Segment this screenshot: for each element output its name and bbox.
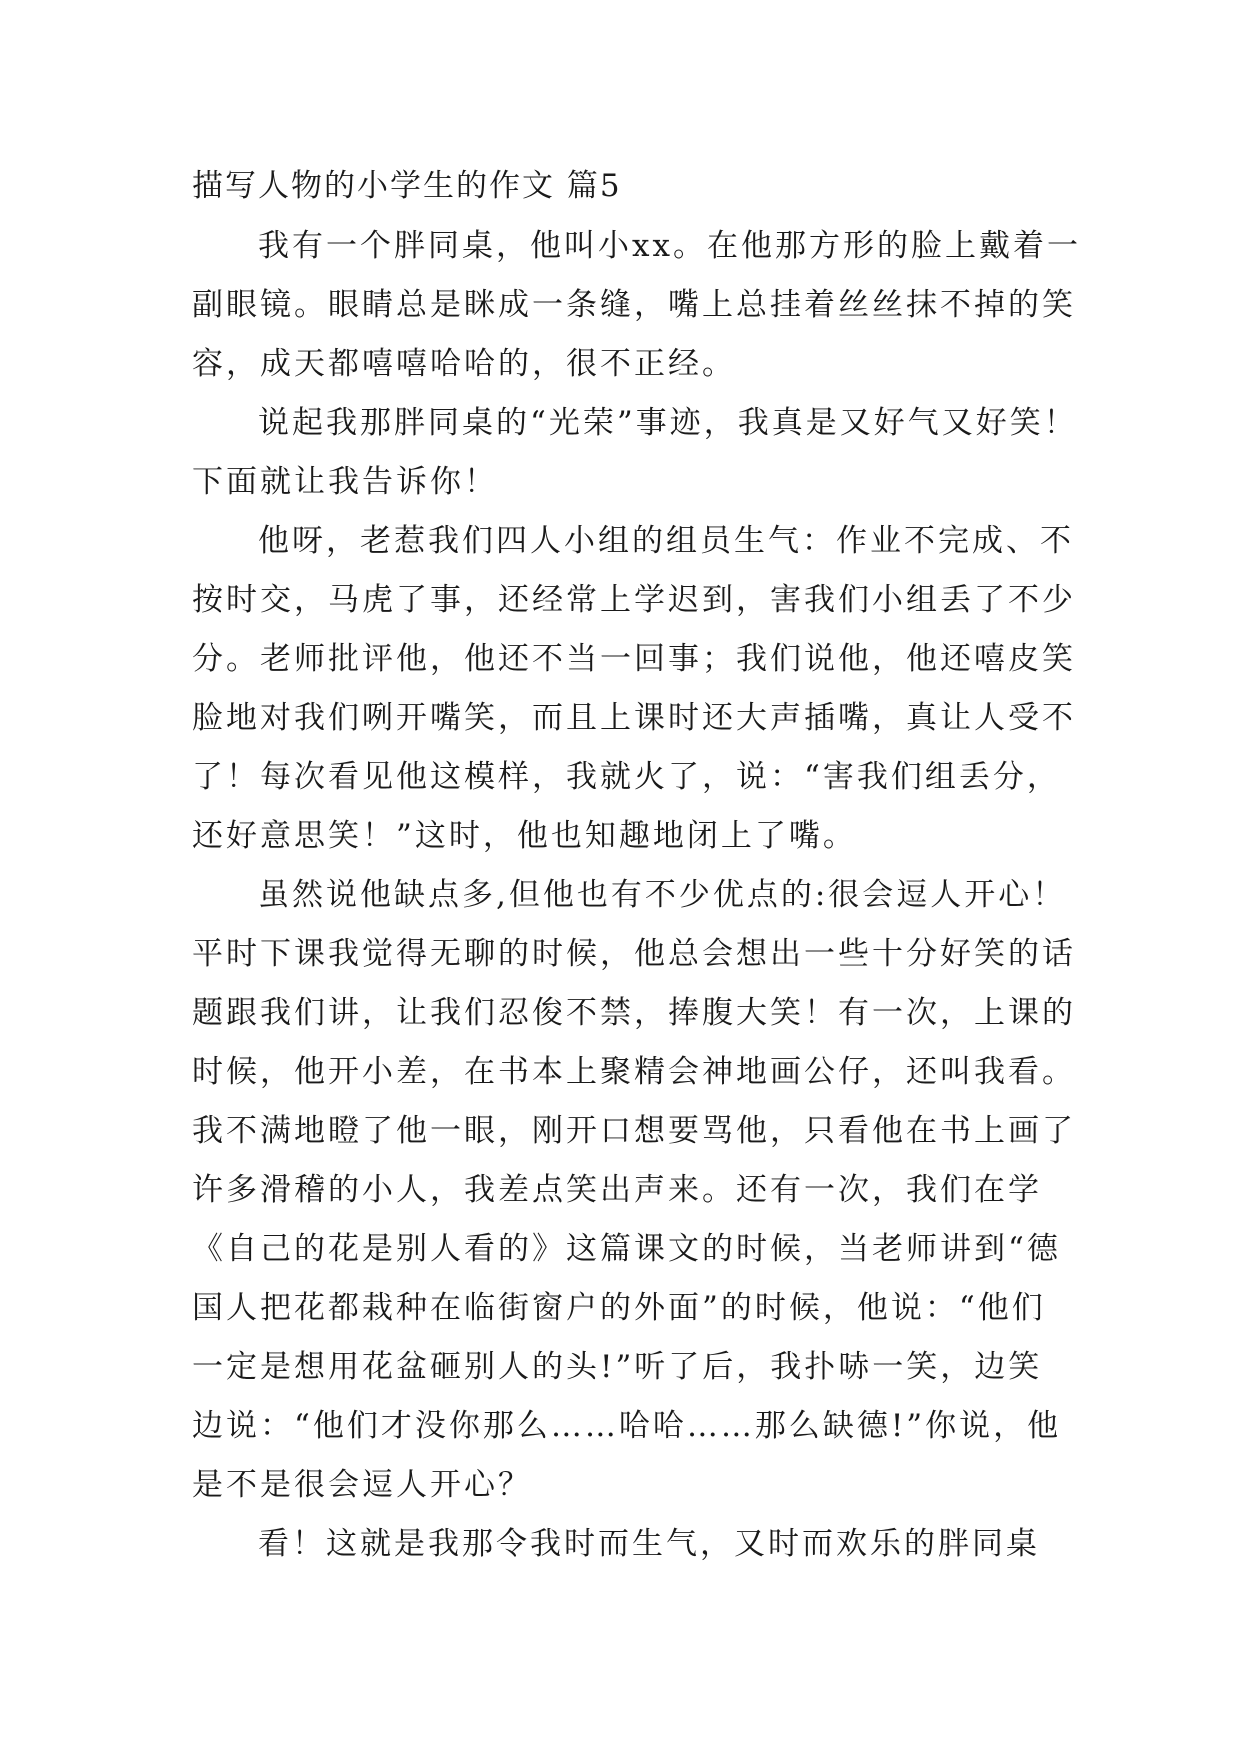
text-line: 边说：“他们才没你那么……哈哈……那么缺德!”你说，他 [192, 1408, 1062, 1444]
document-title: 描写人物的小学生的作文 篇5 [192, 168, 622, 204]
text-line: 还好意思笑！”这时，他也知趣地闭上了嘴。 [192, 818, 857, 854]
text-line: 题跟我们讲，让我们忍俊不禁，捧腹大笑！有一次，上课的 [192, 995, 1076, 1031]
text-line: 许多滑稽的小人，我差点笑出声来。还有一次，我们在学 [192, 1172, 1042, 1208]
text-line: 平时下课我觉得无聊的时候，他总会想出一些十分好笑的话 [192, 936, 1076, 972]
text-line: 国人把花都栽种在临街窗户的外面”的时候，他说：“他们 [192, 1290, 1046, 1326]
text-line: 了！每次看见他这模样，我就火了，说：“害我们组丢分， [192, 759, 1061, 795]
text-line: 副眼镜。眼睛总是眯成一条缝，嘴上总挂着丝丝抹不掉的笑 [192, 287, 1076, 323]
text-line: 下面就让我告诉你！ [192, 464, 498, 500]
text-line: 《自己的花是别人看的》这篇课文的时候，当老师讲到“德 [192, 1231, 1061, 1267]
text-line: 容，成天都嘻嘻哈哈的，很不正经。 [192, 346, 736, 382]
text-line: 我不满地瞪了他一眼，刚开口想要骂他，只看他在书上画了 [192, 1113, 1076, 1149]
text-line: 他呀，老惹我们四人小组的组员生气：作业不完成、不 [258, 523, 1074, 559]
text-line: 看！这就是我那令我时而生气，又时而欢乐的胖同桌 [258, 1526, 1040, 1562]
text-line: 一定是想用花盆砸别人的头!”听了后，我扑哧一笑，边笑 [192, 1349, 1043, 1385]
text-line: 脸地对我们咧开嘴笑，而且上课时还大声插嘴，真让人受不 [192, 700, 1076, 736]
text-line: 分。老师批评他，他还不当一回事；我们说他，他还嘻皮笑 [192, 641, 1076, 677]
text-line: 按时交，马虎了事，还经常上学迟到，害我们小组丢了不少 [192, 582, 1076, 618]
text-line: 时候，他开小差，在书本上聚精会神地画公仔，还叫我看。 [192, 1054, 1076, 1090]
text-line: 说起我那胖同桌的“光荣”事迹，我真是又好气又好笑！ [258, 405, 1078, 441]
text-line: 虽然说他缺点多,但他也有不少优点的:很会逗人开心！ [258, 877, 1067, 913]
text-line: 是不是很会逗人开心？ [192, 1467, 532, 1503]
text-line: 我有一个胖同桌，他叫小xx。在他那方形的脸上戴着一 [258, 228, 1081, 264]
